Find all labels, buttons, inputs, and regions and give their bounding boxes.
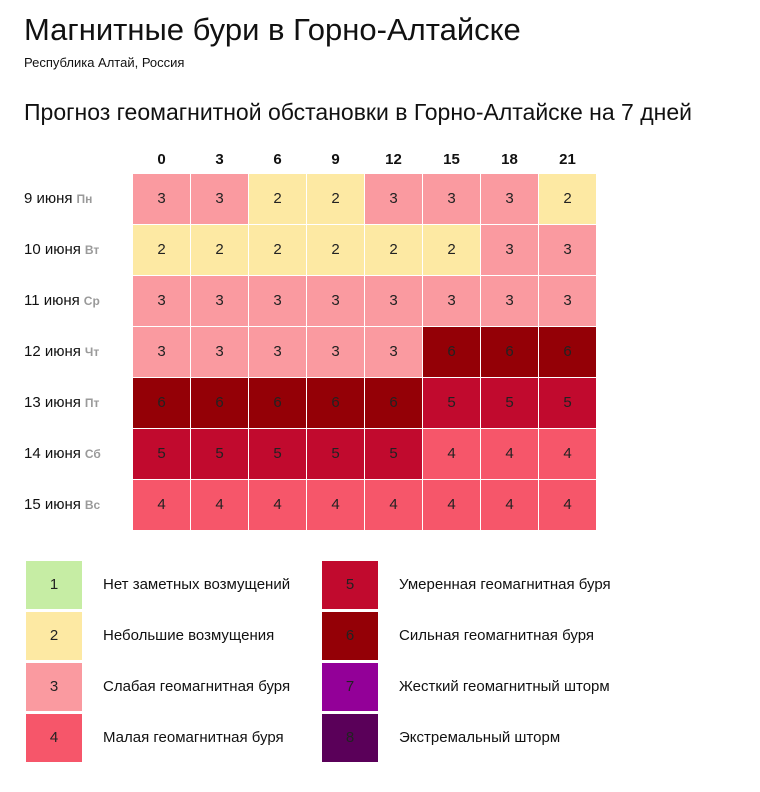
legend-label: Нет заметных возмущений xyxy=(103,576,291,593)
page-title: Магнитные бури в Горно-Алтайске xyxy=(24,12,521,47)
heatmap-cell: 3 xyxy=(365,327,422,377)
legend-label: Жесткий геомагнитный шторм xyxy=(399,678,610,695)
heatmap-cell: 2 xyxy=(365,225,422,275)
heatmap-cell: 4 xyxy=(481,480,538,530)
legend-swatch: 1 xyxy=(26,561,82,609)
hour-header: 12 xyxy=(385,151,402,168)
row-weekday: Пн xyxy=(76,192,93,206)
row-weekday: Чт xyxy=(84,345,100,359)
heatmap-cell: 3 xyxy=(191,327,248,377)
heatmap-cell: 4 xyxy=(133,480,190,530)
heatmap-cell: 4 xyxy=(481,429,538,479)
heatmap-cell: 2 xyxy=(423,225,480,275)
legend-swatch: 5 xyxy=(322,561,378,609)
heatmap-cell: 3 xyxy=(481,276,538,326)
row-date: 11 июня xyxy=(24,292,80,309)
row-weekday: Вс xyxy=(84,498,101,512)
heatmap-cell: 6 xyxy=(249,378,306,428)
heatmap-cell: 3 xyxy=(423,174,480,224)
heatmap-cell: 3 xyxy=(539,276,596,326)
heatmap-cell: 2 xyxy=(249,225,306,275)
heatmap-cell: 4 xyxy=(191,480,248,530)
heatmap-cell: 6 xyxy=(539,327,596,377)
heatmap-cell: 3 xyxy=(191,276,248,326)
heatmap-cell: 3 xyxy=(307,327,364,377)
legend-swatch: 3 xyxy=(26,663,82,711)
heatmap-cell: 6 xyxy=(133,378,190,428)
legend-swatch: 2 xyxy=(26,612,82,660)
heatmap-cell: 5 xyxy=(249,429,306,479)
hour-header: 3 xyxy=(215,151,224,168)
heatmap-cell: 4 xyxy=(307,480,364,530)
heatmap-cell: 6 xyxy=(481,327,538,377)
hour-header: 0 xyxy=(157,151,166,168)
heatmap-cell: 2 xyxy=(307,174,364,224)
heatmap-cell: 3 xyxy=(365,276,422,326)
legend-label: Слабая геомагнитная буря xyxy=(103,678,291,695)
heatmap-cell: 5 xyxy=(365,429,422,479)
heatmap-cell: 3 xyxy=(133,174,190,224)
row-label xyxy=(24,225,99,275)
legend-swatch: 7 xyxy=(322,663,378,711)
heatmap-cell: 5 xyxy=(191,429,248,479)
heatmap-cell: 3 xyxy=(423,276,480,326)
legend-swatch: 6 xyxy=(322,612,378,660)
hour-header: 9 xyxy=(331,151,340,168)
hour-header: 18 xyxy=(501,151,518,168)
heatmap-cell: 5 xyxy=(423,378,480,428)
heatmap-cell: 2 xyxy=(249,174,306,224)
heatmap-cell: 3 xyxy=(307,276,364,326)
heatmap-cell: 5 xyxy=(133,429,190,479)
row-date: 9 июня xyxy=(24,190,73,207)
row-weekday: Вт xyxy=(84,243,100,257)
row-date: 13 июня xyxy=(24,394,81,411)
legend-label: Сильная геомагнитная буря xyxy=(399,627,594,644)
legend-swatch: 8 xyxy=(322,714,378,762)
heatmap-cell: 3 xyxy=(133,327,190,377)
legend-label: Малая геомагнитная буря xyxy=(103,729,284,746)
row-date: 10 июня xyxy=(24,241,81,258)
row-weekday: Ср xyxy=(83,294,100,308)
heatmap-cell: 4 xyxy=(249,480,306,530)
hour-header: 6 xyxy=(273,151,282,168)
heatmap-cell: 2 xyxy=(539,174,596,224)
heatmap-cell: 2 xyxy=(133,225,190,275)
row-date: 15 июня xyxy=(24,496,81,513)
row-label xyxy=(24,276,100,326)
heatmap-cell: 3 xyxy=(365,174,422,224)
heatmap-cell: 5 xyxy=(539,378,596,428)
heatmap-cell: 5 xyxy=(481,378,538,428)
heatmap-cell: 6 xyxy=(307,378,364,428)
heatmap-cell: 2 xyxy=(191,225,248,275)
row-weekday: Сб xyxy=(84,447,101,461)
heatmap-cell: 4 xyxy=(365,480,422,530)
row-label xyxy=(24,429,101,479)
hour-header: 21 xyxy=(559,151,576,168)
row-weekday: Пт xyxy=(84,396,100,410)
heatmap-cell: 3 xyxy=(481,174,538,224)
heatmap-cell: 3 xyxy=(191,174,248,224)
row-label xyxy=(24,327,99,377)
heatmap-cell: 2 xyxy=(307,225,364,275)
heatmap-cell: 6 xyxy=(191,378,248,428)
heatmap-cell: 3 xyxy=(133,276,190,326)
hour-header: 15 xyxy=(443,151,460,168)
legend-label: Умеренная геомагнитная буря xyxy=(399,576,611,593)
heatmap-cell: 3 xyxy=(539,225,596,275)
heatmap-cell: 3 xyxy=(249,327,306,377)
heatmap-cell: 3 xyxy=(249,276,306,326)
legend-swatch: 4 xyxy=(26,714,82,762)
legend-label: Небольшие возмущения xyxy=(103,627,275,644)
heatmap-cell: 6 xyxy=(423,327,480,377)
row-label xyxy=(24,480,100,530)
heatmap-cell: 4 xyxy=(423,480,480,530)
row-date: 12 июня xyxy=(24,343,81,360)
heatmap-cell: 4 xyxy=(539,429,596,479)
heatmap-cell: 4 xyxy=(539,480,596,530)
heatmap-cell: 3 xyxy=(481,225,538,275)
heatmap-cell: 5 xyxy=(307,429,364,479)
forecast-heading: Прогноз геомагнитной обстановки в Горно-Алтайске на 7 дней xyxy=(24,99,692,125)
row-label xyxy=(24,174,92,224)
page-subtitle: Республика Алтай, Россия xyxy=(24,55,185,70)
heatmap-cell: 4 xyxy=(423,429,480,479)
legend-label: Экстремальный шторм xyxy=(399,729,561,746)
row-date: 14 июня xyxy=(24,445,81,462)
heatmap-cell: 6 xyxy=(365,378,422,428)
row-label xyxy=(24,378,99,428)
